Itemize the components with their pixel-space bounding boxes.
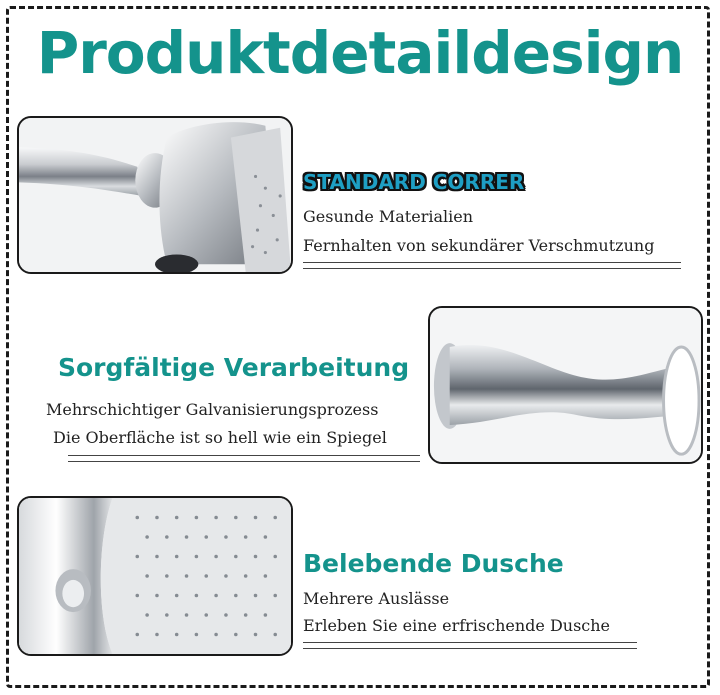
section-1-line-1: Gesunde Materialien — [303, 207, 473, 226]
section-2-line-2: Die Oberfläche ist so hell wie ein Spiegel — [53, 428, 387, 447]
section-2-line-1: Mehrschichtiger Galvanisierungsprozess — [46, 400, 379, 419]
section-3-underline — [303, 642, 637, 649]
section-3-line-2: Erleben Sie eine erfrischende Dusche — [303, 616, 611, 635]
shower-head-face-photo — [17, 496, 293, 656]
shower-arm-curve-photo — [428, 306, 703, 464]
section-3-heading: Belebende Dusche — [303, 549, 564, 578]
section-1-heading: STANDARD CORRER — [303, 170, 525, 194]
section-2-underline — [68, 455, 420, 462]
section-1-line-2: Fernhalten von sekundärer Verschmutzung — [303, 236, 655, 255]
section-3-line-1: Mehrere Auslässe — [303, 589, 450, 608]
section-1-underline — [303, 262, 681, 269]
page-title: Produktdetaildesign — [36, 19, 684, 87]
section-2-heading: Sorgfältige Verarbeitung — [58, 353, 410, 382]
shower-arm-neck-photo — [17, 116, 293, 274]
